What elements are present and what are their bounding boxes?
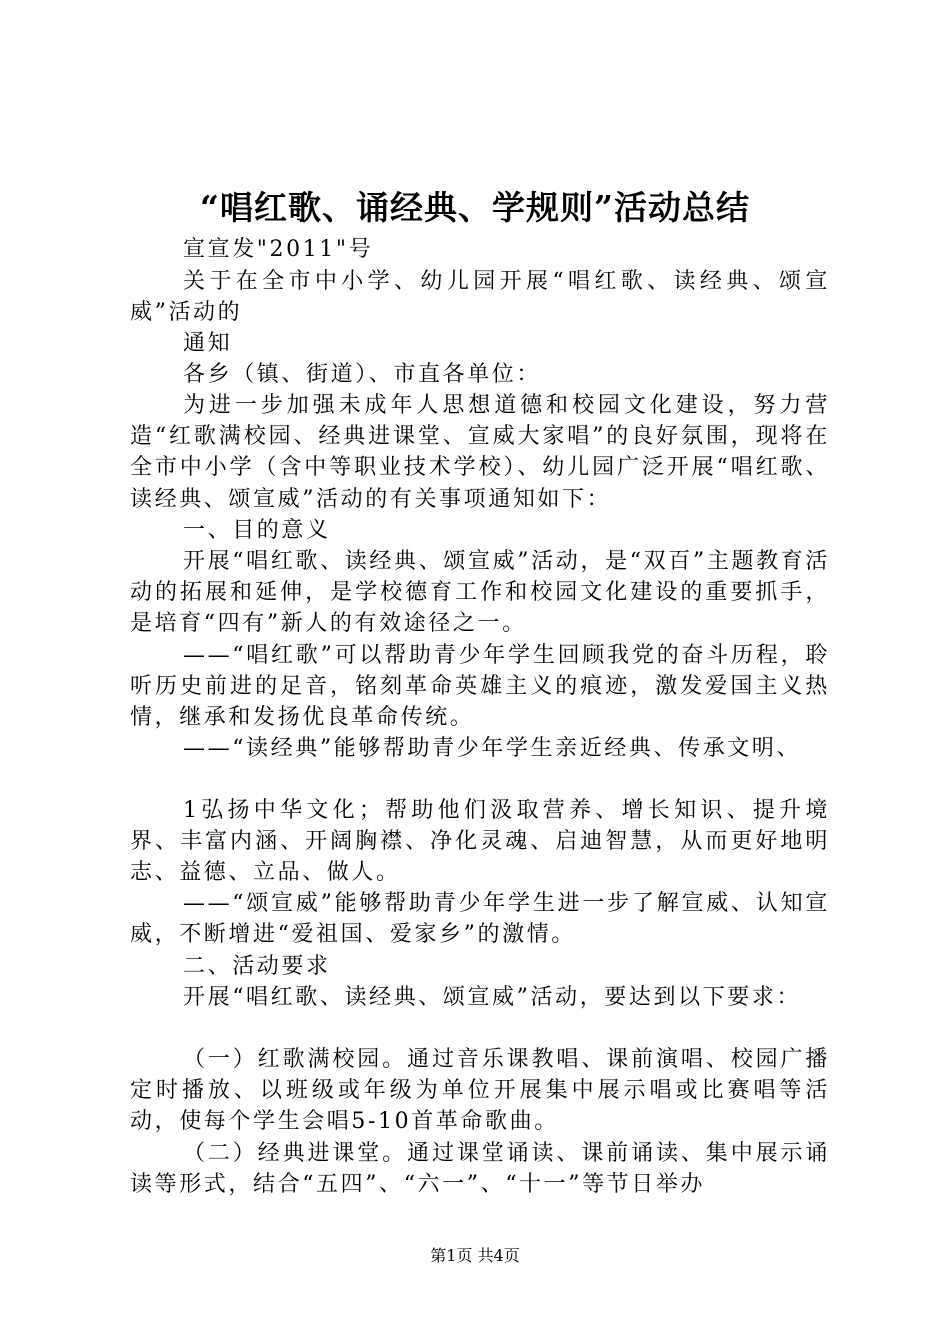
addressee: 各乡（镇、街道）、市直各单位： — [183, 362, 542, 387]
paragraph-requirement-2: （二）经典进课堂。通过课堂诵读、课前诵读、集中展示诵读等形式，结合“五四”、“六一”、“十一”等节日举办 — [130, 1141, 830, 1198]
paragraph-requirements: 开展“唱红歌、读经典、颂宣威”活动，要达到以下要求： — [183, 985, 802, 1010]
paragraph-requirement-1: （一）红歌满校园。通过音乐课教唱、课前演唱、校园广播定时播放、以班级或年级为单位开展集中展示唱或比赛唱等活动，使每个学生会唱5-10首革命歌曲。 — [130, 1047, 830, 1135]
document-title: “唱红歌、诵经典、学规则”活动总结 — [200, 188, 750, 227]
paragraph-classics-continued: 1弘扬中华文化；帮助他们汲取营养、增长知识、提升境界、丰富内涵、开阔胸襟、净化灵魂、启迪智慧，从而更好地明志、益德、立品、做人。 — [130, 798, 830, 886]
section-heading-purpose: 一、目的意义 — [183, 518, 331, 543]
notice-label: 通知 — [183, 331, 233, 356]
paragraph-purpose: 开展“唱红歌、读经典、颂宣威”活动，是“双百”主题教育活动的拓展和延伸，是学校德育工作和校园文化建设的重要抓手，是培育“四有”新人的有效途径之一。 — [130, 549, 830, 637]
paragraph-xuanwei: ——“颂宣威”能够帮助青少年学生进一步了解宣威、认知宣威，不断增进“爱祖国、爱家乡”的激情。 — [130, 891, 830, 948]
paragraph-intro: 为进一步加强未成年人思想道德和校园文化建设，努力营造“红歌满校园、经典进课堂、宣威大家唱”的良好氛围，现将在全市中小学（含中等职业技术学校）、幼儿园广泛开展“唱红歌、读经典、颂宣威”活动的有关事项通知如下： — [130, 393, 830, 512]
doc-number: 宣宣发"2011"号 — [183, 237, 374, 262]
section-heading-requirements: 二、活动要求 — [183, 954, 331, 979]
paragraph-red-songs: ——“唱红歌”可以帮助青少年学生回顾我党的奋斗历程，聆听历史前进的足音，铭刻革命英雄主义的痕迹，激发爱国主义热情，继承和发扬优良革命传统。 — [130, 643, 830, 731]
paragraph-classics: ——“读经典”能够帮助青少年学生亲近经典、传承文明、 — [183, 736, 802, 761]
page-footer: 第1页 共4页 — [430, 1246, 520, 1265]
notice-heading: 关于在全市中小学、幼儿园开展“唱红歌、读经典、颂宣威”活动的 — [130, 269, 830, 326]
